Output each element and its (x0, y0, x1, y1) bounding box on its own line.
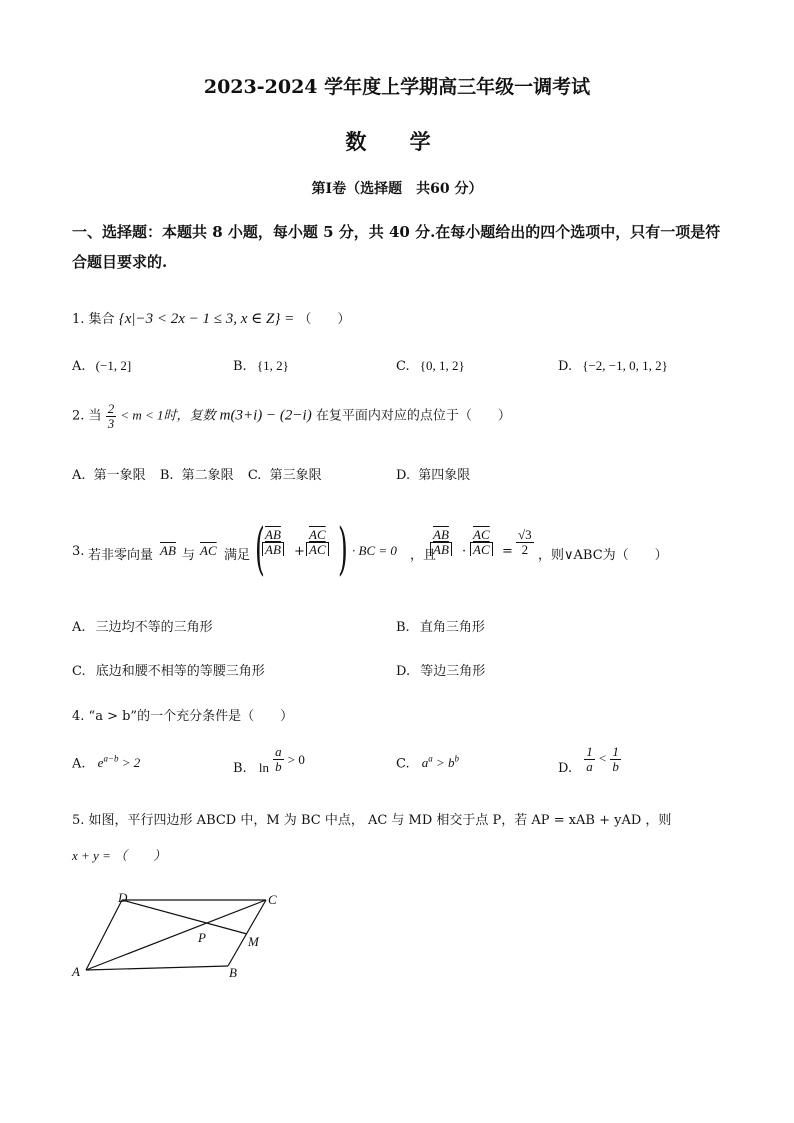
option-label: C. (396, 359, 410, 374)
q4-option-a (72, 754, 140, 771)
fraction-denominator: 3 (107, 415, 115, 431)
edge-da (86, 900, 122, 970)
fraction-numerator: 1 (586, 744, 593, 759)
option-fraction (273, 745, 284, 773)
option-label: A. (72, 468, 86, 483)
option-mid: > b (432, 755, 455, 771)
q3-text: 与 (182, 548, 196, 563)
label-p: P (198, 930, 206, 945)
q1-expression: {x|−3 < 2x − 1 ≤ 3, x ∈ Z} = (118, 311, 295, 327)
label-d: D (118, 890, 128, 905)
question-5 (72, 809, 671, 828)
q2-fraction (106, 402, 117, 430)
option-label: D. (558, 359, 573, 374)
option-text: 等边三角形 (420, 664, 486, 679)
fraction-denominator: AC (470, 543, 493, 557)
q3-option-a (72, 616, 213, 635)
question-2 (72, 402, 511, 430)
option-fraction (584, 745, 595, 773)
label-b: B (229, 965, 237, 980)
q3-fraction-ab-2 (430, 528, 452, 556)
fraction-denominator: AB (430, 543, 452, 557)
section-heading: 一、选择题：本题共 8 小题，每小题 5 分，共 40 分.在每小题给出的四个选项中，只有一项是符合题目要求的. (72, 223, 721, 271)
option-label: A. (72, 359, 86, 374)
q3-fraction-sqrt3 (516, 528, 534, 556)
option-text: 第四象限 (418, 468, 471, 483)
q3-text: 满足 (224, 548, 251, 563)
fraction-numerator: $\overline{AB}$ (430, 528, 452, 543)
q3-text: 若非零向量 (88, 548, 154, 563)
option-label: D. (396, 664, 411, 679)
volume-title: 第Ⅰ卷（选择题 共60 分） (311, 181, 483, 197)
option-rest: > 0 (287, 751, 305, 767)
q4-option-b (233, 744, 305, 776)
option-text: 底边和腰不相等的等腰三角形 (95, 664, 265, 679)
q3-option-d (396, 660, 485, 679)
q2-text: < m < 1时，复数 (120, 407, 216, 423)
q2-text: 在复平面内对应的点位于（ ） (315, 408, 511, 424)
q5-line1: 如图，平行四边形 ABCD 中，M 为 BC 中点， AC 与 MD 相交于点 P，若 AP = xAB + yAD ，则 (88, 813, 672, 828)
q2-expression: m(3+i) − (2−i) (219, 407, 312, 424)
q1-paren: （ ） (298, 312, 351, 327)
option-label: C. (72, 664, 86, 679)
fraction-numerator: $\overline{AC}$ (306, 528, 329, 543)
option-label: A. (72, 620, 86, 635)
fraction-denominator: 2 (521, 541, 529, 557)
q3-dot-bc: · BC = 0 (352, 543, 397, 558)
q2-number: 2. (72, 408, 85, 424)
vector-ab: $\overline{AB}$ (160, 543, 176, 558)
q3-fraction-ab (262, 528, 284, 556)
option-base: a (421, 755, 429, 771)
dot-sign: · (462, 544, 467, 559)
option-ln: ln (258, 759, 269, 775)
q4-option-c (396, 754, 459, 771)
option-label: A. (72, 756, 86, 772)
option-text: 第一象限 (93, 468, 146, 483)
q5-number: 5. (72, 813, 85, 828)
q1-option-b (233, 358, 289, 374)
fraction-numerator: $\overline{AC}$ (470, 528, 493, 543)
q3-fraction-ac (306, 528, 329, 556)
option-superscript: b (454, 754, 460, 764)
fraction-denominator: AC (306, 543, 329, 557)
option-fraction (610, 745, 621, 773)
fraction-denominator: b (275, 758, 282, 774)
exam-title: 2023-2024 学年度上学期高三年级一调考试 (203, 76, 591, 98)
q3-fraction-ac-2 (470, 528, 493, 556)
q1-prefix: 集合 (88, 312, 115, 327)
q1-option-c (396, 358, 465, 374)
option-label: C. (247, 468, 262, 483)
option-label: D. (558, 760, 573, 776)
segment-dm (122, 900, 247, 934)
q2-option-d (396, 464, 470, 483)
fraction-numerator: 2 (107, 401, 115, 416)
q4-stem: “a > b”的一个充分条件是（ ） (88, 709, 294, 724)
option-text: (−1, 2] (95, 358, 132, 373)
fraction-numerator: √3 (518, 527, 532, 542)
q3-number: 3. (72, 544, 85, 559)
edge-ab (86, 966, 228, 970)
option-label: B. (159, 468, 174, 483)
q2-options (72, 464, 322, 483)
option-rest: > 2 (118, 755, 141, 771)
option-text: 第二象限 (181, 468, 234, 483)
option-text: {0, 1, 2} (419, 358, 465, 373)
plus-sign: + (294, 544, 305, 559)
subject-title: 数 学 (345, 129, 449, 154)
option-label: B. (233, 359, 247, 374)
option-text: 第三象限 (269, 468, 322, 483)
fraction-numerator: a (275, 744, 282, 759)
q4-number: 4. (72, 709, 85, 724)
fraction-denominator: AB (262, 543, 284, 557)
paren-right: ) (338, 517, 348, 582)
fraction-numerator: $\overline{AB}$ (262, 528, 284, 543)
q5-line2: x + y = （ ） (72, 848, 167, 863)
question-4 (72, 705, 293, 724)
label-c: C (268, 892, 277, 907)
q4-option-d (558, 744, 621, 776)
parallelogram-figure (66, 888, 286, 984)
option-label: B. (233, 760, 247, 776)
option-text: {−2, −1, 0, 1, 2} (582, 358, 668, 373)
option-label: D. (396, 468, 411, 483)
fraction-numerator: 1 (612, 744, 619, 759)
option-lt: < (598, 750, 607, 766)
question-1 (72, 308, 350, 328)
q3-text: ，则∨ABC为（ ） (538, 548, 668, 563)
edge-bc (228, 900, 266, 966)
vector-ac: $\overline{AC}$ (200, 543, 217, 558)
q1-option-a (72, 358, 131, 374)
option-base: e (97, 755, 104, 771)
q1-number: 1. (72, 312, 85, 327)
fraction-denominator: b (612, 758, 619, 774)
option-text: 直角三角形 (419, 620, 485, 635)
q2-text: 当 (88, 408, 102, 424)
option-label: B. (396, 620, 410, 635)
option-superscript: a−b (103, 754, 119, 764)
option-superscript: a (428, 754, 433, 764)
option-text: {1, 2} (256, 358, 289, 373)
q1-option-d (558, 358, 668, 374)
q3-option-c (72, 660, 265, 679)
q3-option-b (396, 616, 485, 635)
option-text: 三边均不等的三角形 (95, 620, 213, 635)
diagonal-ac (86, 900, 266, 970)
label-a: A (72, 964, 80, 979)
option-label: C. (396, 756, 410, 772)
fraction-denominator: a (586, 758, 593, 774)
paren-left: ( (255, 517, 265, 582)
q3-text: ，且 (410, 548, 437, 563)
equals-sign: = (502, 544, 513, 559)
label-m: M (248, 934, 259, 949)
